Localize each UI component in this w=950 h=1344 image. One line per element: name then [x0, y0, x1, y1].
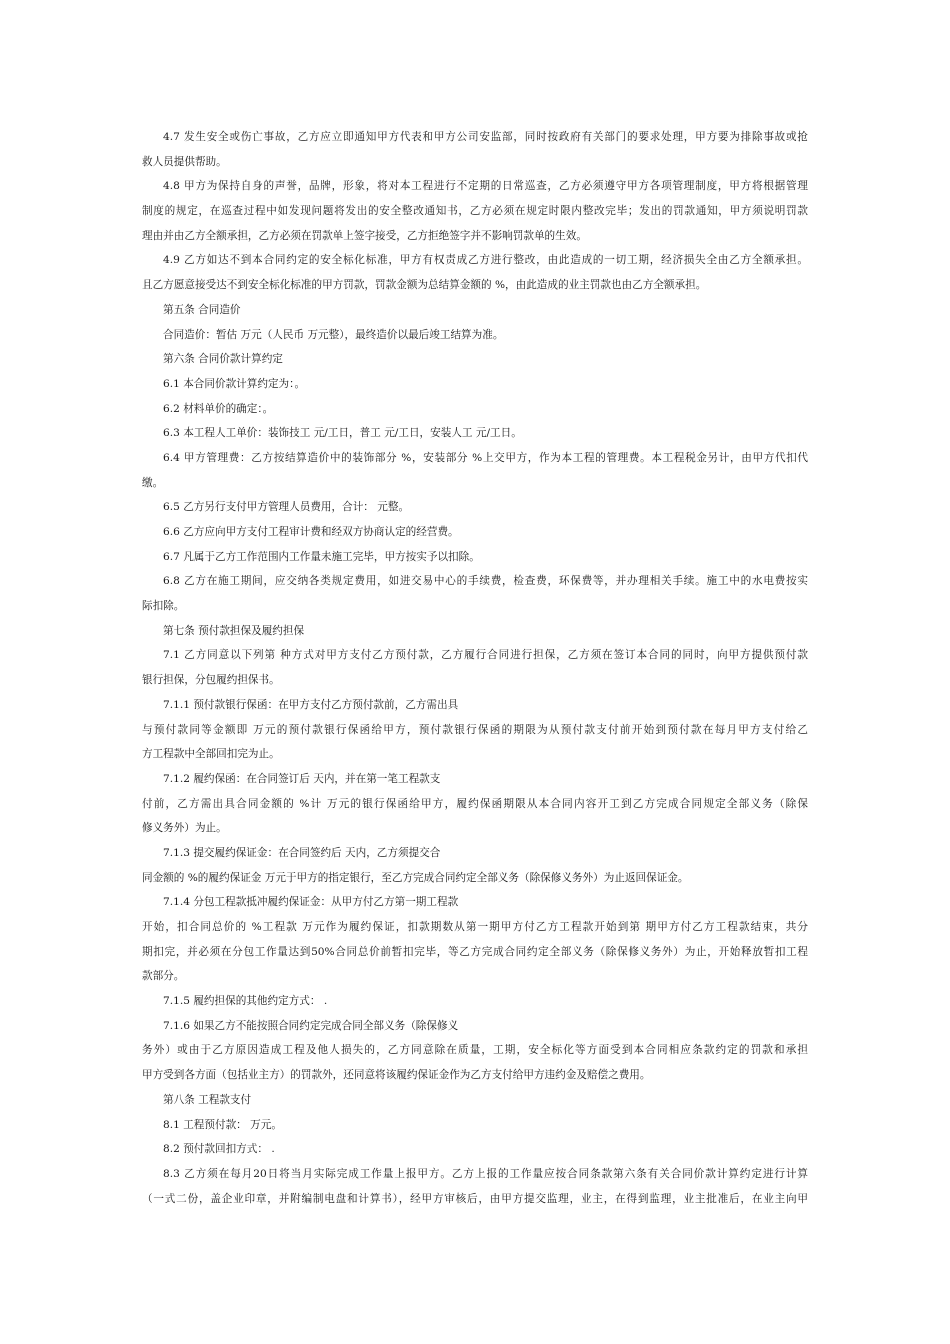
text-line: 6.5 乙方另行支付甲方管理人员费用，合计： 元整。 — [163, 501, 410, 514]
text-line: 际扣除。 — [142, 600, 185, 613]
text-line: 合同造价：暂估 万元（人民币 万元整），最终造价以最后竣工结算为准。 — [163, 328, 504, 341]
text-line: 甲方受到各方面（包括业主方）的罚款外，还同意将该履约保证金作为乙方支付给甲方违约金及赔偿之费用。 — [142, 1069, 651, 1082]
text-line: 第八条 工程款支付 — [163, 1093, 252, 1106]
text-line: 7.1.4 分包工程款抵冲履约保证金：从甲方付乙方第一期工程款 — [163, 896, 459, 909]
text-line: 银行担保，分包履约担保书。 — [142, 674, 280, 687]
text-line: 6.6 乙方应向甲方支付工程审计费和经双方协商认定的经营费。 — [163, 526, 459, 538]
text-line: 开始，扣合同总价的 %工程款 万元作为履约保证，扣款期数从第一期甲方付乙方工程款开始到第 期甲方付乙方工程款结束，共分 — [142, 921, 808, 933]
text-line: 救人员提供帮助。 — [142, 155, 227, 168]
text-line: 7.1.1 预付款银行保函：在甲方支付乙方预付款前，乙方需出具 — [163, 698, 459, 711]
text-line: 务外）或由于乙方原因造成工程及他人损失的，乙方同意除在质量，工期，安全标化等方面受到本合同相应条款约定的罚款和承担 — [142, 1044, 808, 1057]
text-line: 7.1 乙方同意以下列第 种方式对甲方支付乙方预付款，乙方履行合同进行担保，乙方须在签订本合同的同时，向甲方提供预付款 — [163, 649, 808, 662]
text-line: 6.4 甲方管理费：乙方按结算造价中的装饰部分 %，安装部分 %上交甲方，作为本工程的管理费。本工程税金另计，由甲方代扣代 — [163, 451, 808, 464]
text-line: 缴。 — [142, 476, 164, 489]
text-line: 同金额的 %的履约保证金 万元于甲方的指定银行，至乙方完成合同约定全部义务（除保修义务外）为止返回保证金。 — [142, 871, 689, 884]
text-line: 8.3 乙方须在每月20日将当月实际完成工作量上报甲方。乙方上报的工作量应按合同条款第六条有关合同价款计算约定进行计算 — [163, 1167, 808, 1180]
text-line: 第五条 合同造价 — [163, 303, 241, 316]
text-line: 4.9 乙方如达不到本合同约定的安全标化标准，甲方有权责成乙方进行整改，由此造成的一切工期，经济损失全由乙方全额承担。 — [163, 254, 808, 267]
text-line: 6.2 材料单价的确定：。 — [163, 402, 274, 415]
text-line: 6.7 凡属于乙方工作范围内工作量未施工完毕，甲方按实予以扣除。 — [163, 550, 480, 563]
text-line: 与预付款同等金额即 万元的预付款银行保函给甲方，预付款银行保函的期限为从预付款支付前开始到预付款在每月甲方支付给乙 — [142, 723, 808, 736]
text-line: 7.1.2 履约保函：在合同签订后 天内，并在第一笔工程款支 — [163, 772, 441, 785]
text-line: 期扣完，并必须在分包工作量达到50%合同总价前暂扣完毕，等乙方完成合同约定全部义务（除保修义务外）为止，开始释放暂扣工程 — [142, 945, 808, 958]
text-line: 7.1.6 如果乙方不能按照合同约定完成合同全部义务（除保修义 — [163, 1019, 459, 1032]
text-line: 第六条 合同价款计算约定 — [163, 353, 283, 366]
text-line: 6.3 本工程人工单价：装饰技工 元/工日，普工 元/工日，安装人工 元/工日。 — [163, 427, 522, 440]
text-line: 7.1.3 提交履约保证金：在合同签约后 天内，乙方须提交合 — [163, 846, 441, 859]
text-line: 理由并由乙方全额承担，乙方必须在罚款单上签字接受，乙方拒绝签字并不影响罚款单的生效。 — [142, 229, 587, 242]
text-line: 付前，乙方需出具合同金额的 %计 万元的银行保函给甲方，履约保函期限从本合同内容开工到乙方完成合同规定全部义务（除保 — [142, 797, 808, 810]
contract-body — [142, 125, 808, 1211]
text-line: 制度的规定，在巡查过程中如发现问题将发出的安全整改通知书，乙方必须在规定时限内整改完毕；发出的罚款通知，甲方须说明罚款 — [142, 205, 808, 218]
text-line: 4.8 甲方为保持自身的声誉，品牌，形象，将对本工程进行不定期的日常巡查，乙方必须遵守甲方各项管理制度，甲方将根据管理 — [163, 180, 808, 193]
text-line: 修义务外）为止。 — [142, 822, 227, 835]
text-line: 且乙方愿意接受达不到安全标化标准的甲方罚款，罚款金额为总结算金额的 %，由此造成的业主罚款也由乙方全额承担。 — [142, 279, 707, 292]
text-line: 方工程款中全部回扣完为止。 — [142, 748, 280, 761]
text-line: 8.2 预付款回扣方式： . — [163, 1143, 275, 1156]
text-line: 6.1 本合同价款计算约定为：。 — [163, 377, 306, 390]
text-line: 4.7 发生安全或伤亡事故，乙方应立即通知甲方代表和甲方公司安监部，同时按政府有关部门的要求处理，甲方要为排除事故或抢 — [163, 131, 808, 143]
text-line: 8.1 工程预付款： 万元。 — [163, 1118, 282, 1131]
text-line: 7.1.5 履约担保的其他约定方式： . — [163, 995, 328, 1008]
text-line: 款部分。 — [142, 970, 185, 983]
text-line: 第七条 预付款担保及履约担保 — [163, 624, 305, 637]
text-line: 6.8 乙方在施工期间，应交纳各类规定费用，如进交易中心的手续费，检查费，环保费等，并办理相关手续。施工中的水电费按实 — [163, 575, 808, 588]
text-line: （一式二份，盖企业印章，并附编制电盘和计算书），经甲方审核后，由甲方提交监理，业主，在得到监理，业主批准后，在业主向甲 — [142, 1192, 808, 1205]
